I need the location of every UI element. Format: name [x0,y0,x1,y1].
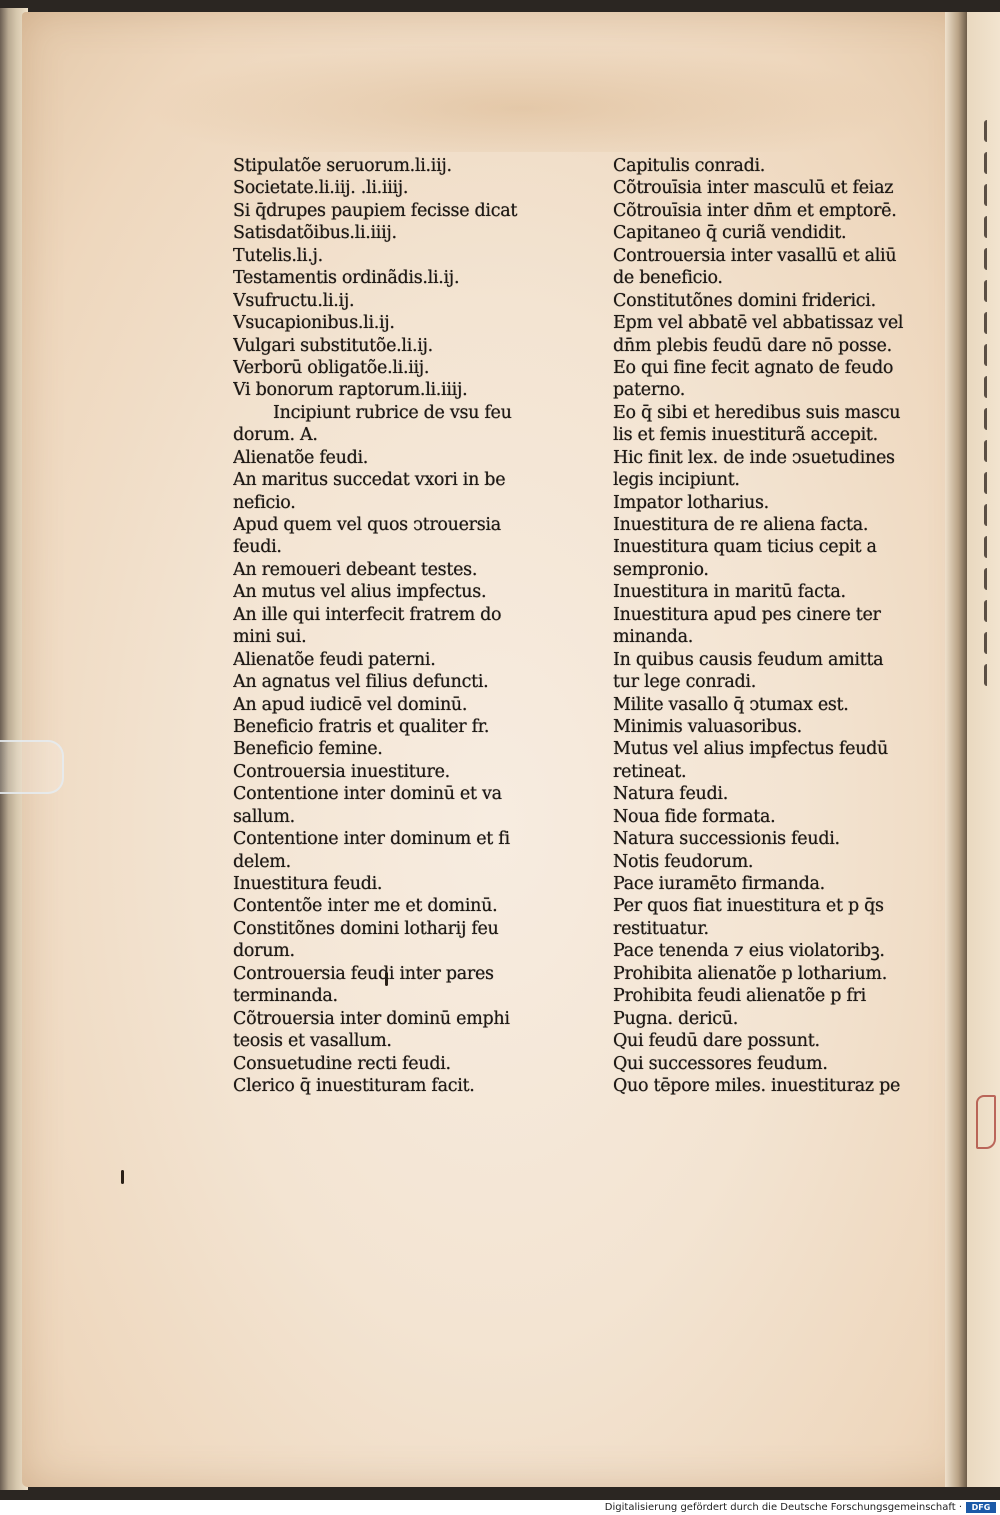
text-line: Vsucapionibus.li.ij. [233,313,395,334]
left-column [233,155,538,1097]
text-line: Pugna. dericū. [613,1008,739,1029]
text-line: Verborū obligatõe.li.iij. [233,357,430,378]
text-line: Natura feudi. [613,784,728,805]
text-line: Mutus vel alius impfectus feudū [613,739,889,760]
right-column [613,155,923,1097]
text-line: An ille qui interfecit fratrem do [233,604,502,625]
text-line: Incipiunt rubrice de vsu feu [273,402,512,423]
text-line: An remoueri debeant testes. [233,559,478,580]
text-line: Capitaneo q̄ curiã vendidit. [613,223,847,244]
text-line: Qui successores feudum. [613,1053,828,1074]
ink-mark [121,1170,124,1184]
text-line: dn̄m plebis feudū dare nō posse. [613,335,892,356]
text-line: Capitulis conradi. [613,156,766,176]
footer-bar [0,1500,1000,1515]
text-line: restituatur. [613,918,709,939]
dfg-logo: DFG [966,1502,996,1513]
text-line: Vi bonorum raptorum.li.iiij. [233,380,468,401]
text-line: terminanda. [233,986,338,1007]
text-line: Epm vel abbatē vel abbatissaz vel [613,313,904,334]
text-line: sallum. [233,806,295,827]
text-line: Per quos fiat inuestitura et p q̄s [613,896,884,917]
text-line: Beneficio femine. [233,739,383,760]
text-line: Inuestitura de re aliena facta. [613,515,869,535]
text-line: An apud iudicē vel dominū. [233,694,468,715]
text-line: Testamentis ordinãdis.li.ij. [233,268,460,289]
text-line: An mutus vel alius impfectus. [233,582,487,603]
text-line: Inuestitura feudi. [233,874,383,894]
text-line: Controuersia inuestiture. [233,761,450,782]
text-line: neficio. [233,492,296,513]
text-line: Noua fide formata. [613,806,776,827]
text-line: Constitutõnes domini friderici. [613,290,876,311]
rubric-initial-fragment [976,1095,996,1149]
text-line: Contentione inter dominum et fi [233,829,510,850]
text-line: Alienatõe feudi. [233,447,369,468]
text-line: Beneficio fratris et qualiter fr. [233,716,490,737]
text-line: Cõtrouersia inter dominū emphi [233,1008,510,1029]
text-line: An agnatus vel filius defuncti. [233,672,489,693]
text-line: Cõtrouīsia inter dn̄m et emptorē. [613,200,897,221]
page-clip [0,740,64,794]
text-line: Pace iuramēto firmanda. [613,874,825,894]
text-line: Qui feudū dare possunt. [613,1031,820,1052]
text-line: tur lege conradi. [613,672,756,693]
text-line: Vulgari substitutõe.li.ij. [233,335,433,356]
text-line: Quo tēpore miles. inuestituraz pe [613,1075,901,1096]
text-line: An maritus succedat vxori in be [233,470,506,491]
text-line: Si q̄drupes paupiem fecisse dicat [233,200,518,221]
footer-credit: Digitalisierung gefördert durch die Deutsche Forschungsgemeinschaft · [604,1502,962,1513]
text-line: In quibus causis feudum amitta [613,649,884,670]
text-line: Vsufructu.li.ij. [233,290,355,311]
text-line: Prohibita alienatõe p lotharium. [613,963,887,984]
text-line: Minimis valuasoribus. [613,716,802,737]
text-line: paterno. [613,380,686,401]
text-line: feudi. [233,537,282,558]
text-line: de beneficio. [613,268,723,289]
text-line: Controuersia feudi inter pares [233,963,494,984]
gutter [945,12,967,1487]
text-line: Societate.li.iij. .li.iiij. [233,178,409,199]
text-line: Consuetudine recti feudi. [233,1053,451,1074]
text-line: delem. [233,851,291,872]
text-line: dorum. A. [233,425,318,446]
text-line: sempronio. [613,559,709,580]
text-line: Prohibita feudi alienatõe p fri [613,986,866,1007]
text-line: Tutelis.li.j. [233,245,323,266]
text-line: dorum. [233,941,295,962]
text-line: Constitõnes domini lotharij feu [233,918,499,939]
text-line: Controuersia inter vasallū et aliū [613,245,897,266]
text-line: Contentõe inter me et dominū. [233,896,498,917]
text-line: Inuestitura quam ticius cepit a [613,537,877,558]
text-line: Alienatõe feudi paterni. [233,649,436,670]
next-page-text-fragments [972,120,996,720]
text-line: Cõtrouīsia inter masculū et feiaz [613,178,894,199]
water-stain [142,42,902,152]
text-line: teosis et vasallum. [233,1031,392,1052]
text-line: mini sui. [233,627,307,648]
text-line: Impator lotharius. [613,492,769,513]
text-line: retineat. [613,761,687,782]
text-line: Clerico q̄ inuestituram facit. [233,1075,475,1096]
text-line: legis incipiunt. [613,470,740,491]
text-line: Natura successionis feudi. [613,829,840,850]
text-line: Stipulatõe seruorum.li.iij. [233,156,452,176]
text-line: Inuestitura in maritū facta. [613,582,846,603]
text-line: lis et femis inuestiturã accepit. [613,425,878,446]
text-line: Hic finit lex. de inde ↄsuetudines [613,447,895,468]
text-line: minanda. [613,627,693,648]
text-line: Eo qui fine fecit agnato de feudo [613,357,894,378]
text-line: Contentione inter dominū et va [233,784,502,805]
text-line: Pace tenenda ⁊ eius violatoribꝫ. [613,941,885,962]
text-line: Eo q̄ sibi et heredibus suis mascu [613,402,901,423]
text-line: Satisdatõibus.li.iiij. [233,223,397,244]
text-line: Milite vasallo q̄ ↄtumax est. [613,694,849,715]
text-line: Apud quem vel quos ↄtrouersia [233,515,501,535]
text-line: Notis feudorum. [613,851,754,872]
text-line: Inuestitura apud pes cinere ter [613,604,881,625]
